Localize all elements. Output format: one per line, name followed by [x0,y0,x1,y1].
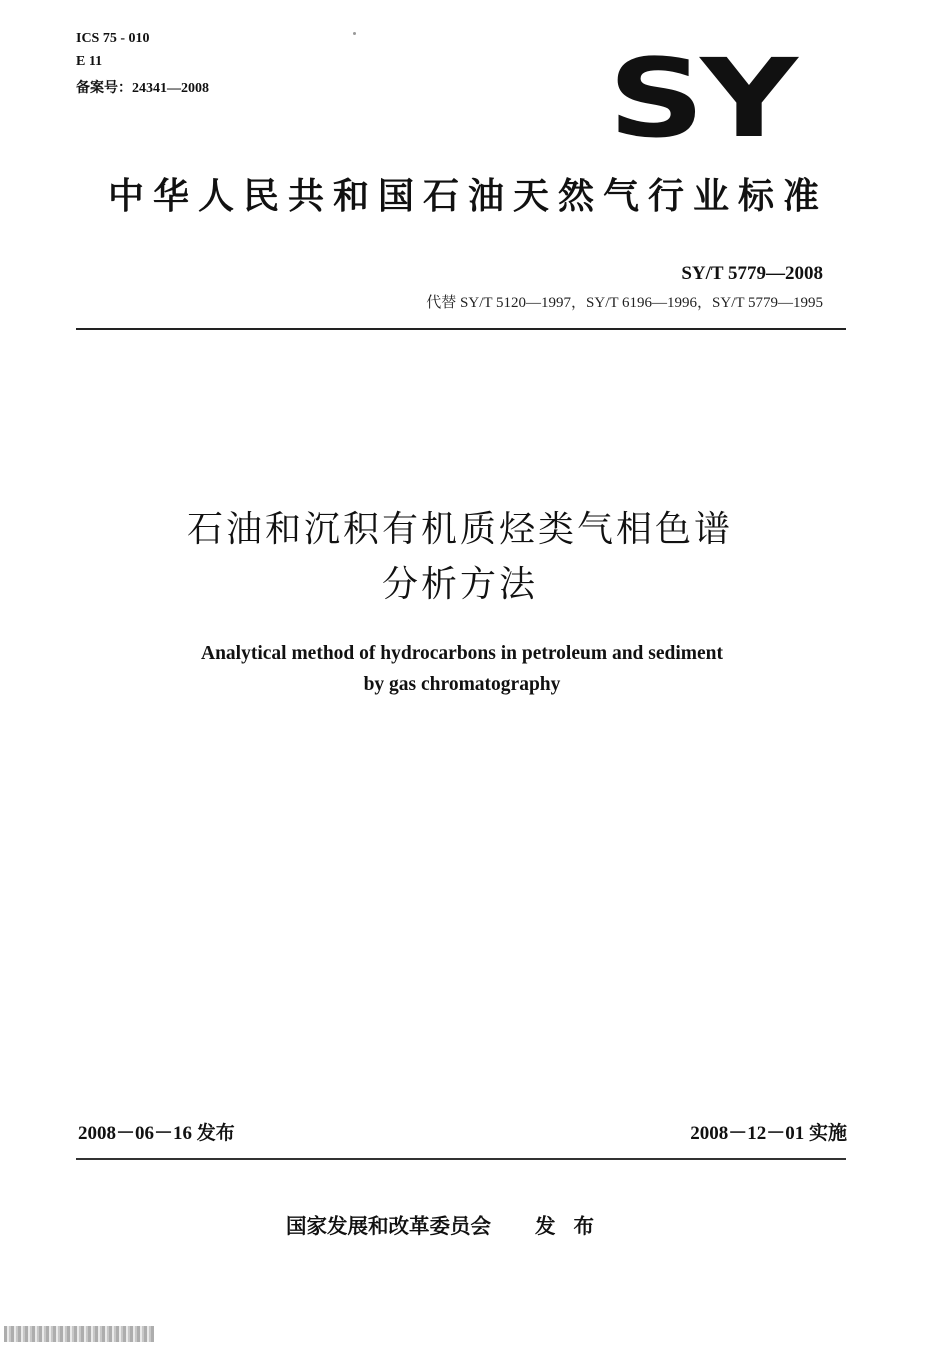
implementation-date: 2008－12－01 实施 [690,1123,847,1144]
industry-standard-title: 中华人民共和国石油天然气行业标准 [108,176,829,217]
english-title-line-2: by gas chromatography [363,674,561,695]
publisher-name: 国家发展和改革委员会 [286,1214,491,1238]
issue-date: 2008－06－16 发布 [78,1123,235,1144]
ccs-code: E 11 [76,54,103,69]
english-title-line-1: Analytical method of hydrocarbons in petroleum and sediment [200,643,723,664]
chinese-title-line-1: 石油和沉积有机质烃类气相色谱 [186,509,733,550]
filing-number: 备案号：24341—2008 [76,81,209,96]
top-divider [76,328,846,330]
standard-number: SY/T 5779—2008 [681,263,823,284]
publisher-line [286,1211,612,1241]
bottom-divider [76,1158,846,1160]
publisher-action: 发布 [535,1214,612,1238]
chinese-title-line-2: 分析方法 [381,564,538,605]
scan-speck [353,32,356,35]
replaces-standards: 代替 SY/T 5120—1997，SY/T 6196—1996，SY/T 5779—1995 [426,295,823,311]
ics-code: ICS 75 - 010 [76,31,150,46]
sy-logo: SY [608,34,794,162]
scan-artifact [4,1326,154,1342]
